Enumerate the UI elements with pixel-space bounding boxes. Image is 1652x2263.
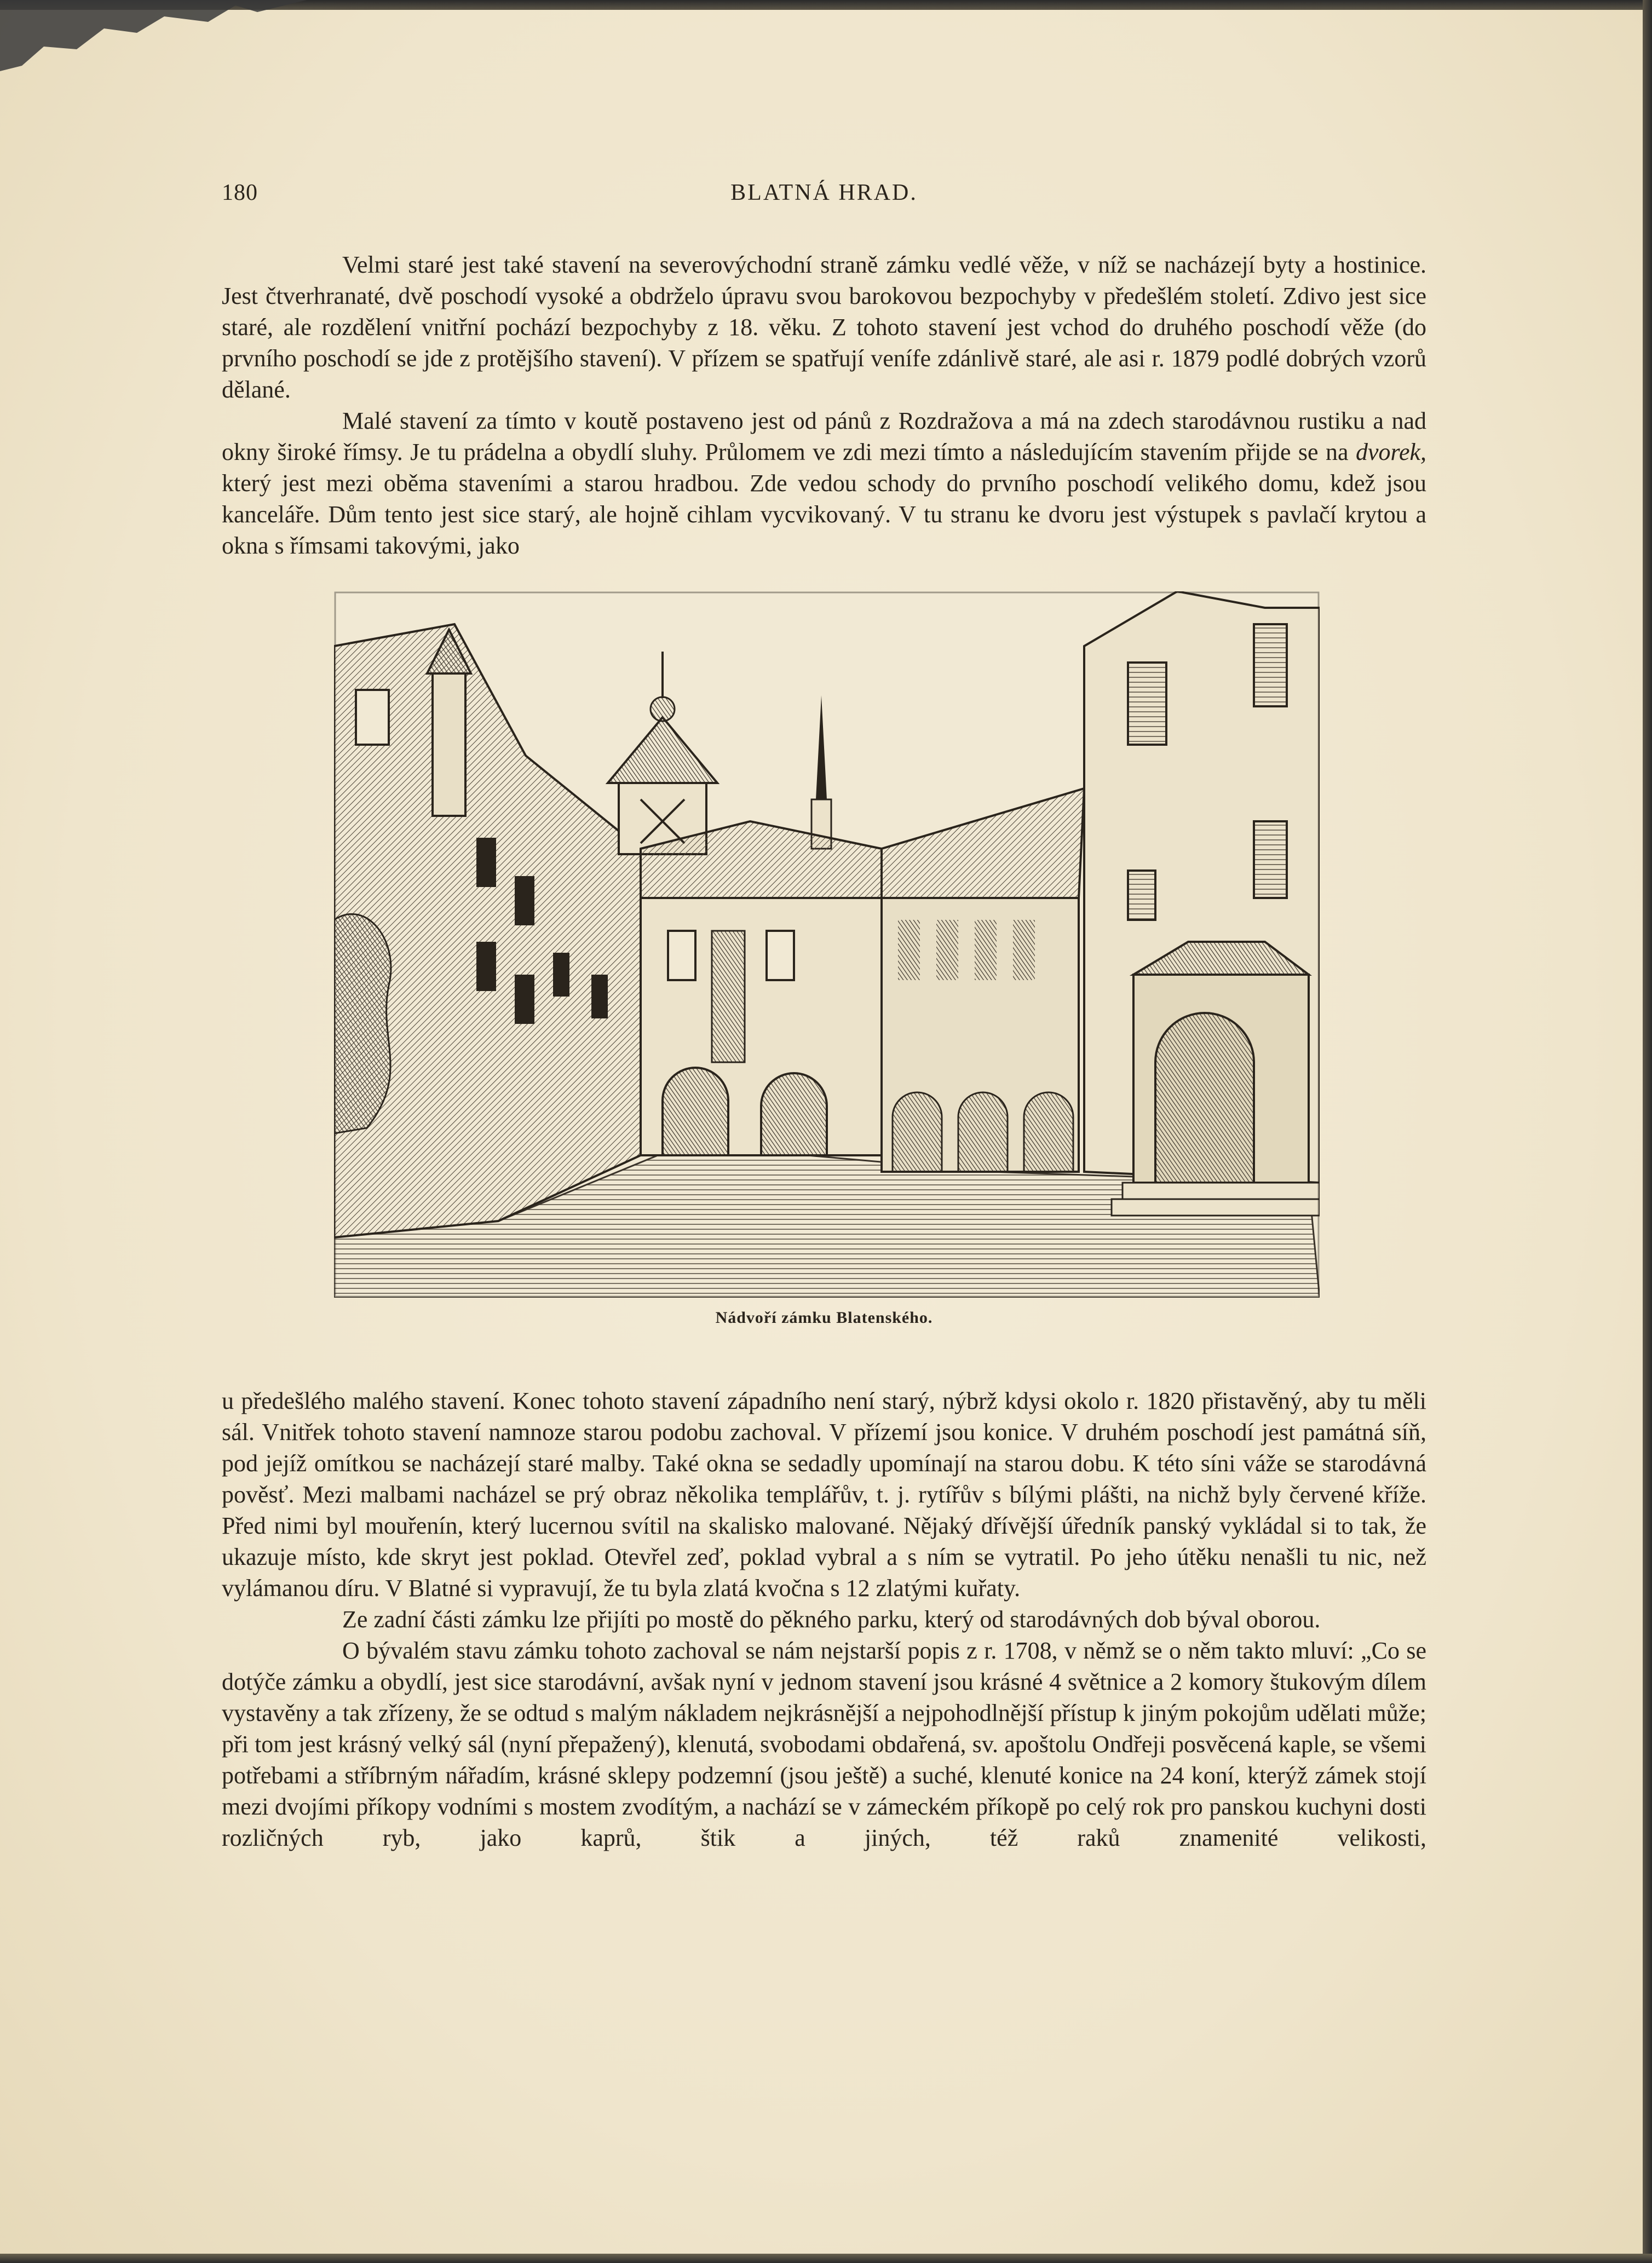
running-title: BLATNÁ HRAD. [730, 180, 918, 205]
page-number: 180 [222, 180, 258, 205]
figure-caption: Nádvoří zámku Blatenského. [715, 1309, 933, 1327]
paragraph: Velmi staré jest také stavení na severovýchodní straně zámku vedlé věže, v níž se nacházejí byty a hostinice. Jest čtverhranaté, dvě poschodí vysoké a obdrželo úpravu svou barokovou bezpochyby v předešlém století. Zdivo jest sice staré, ale rozdělení vnitřní pochází bezpochyby z 18. věku. Z tohoto stavení jest vchod do druhého poschodí věže (do prvního poschodí se jde z protějšího stavení). V přízem se spatřují venífe zdánlivě staré, ale asi r. 1879 podlé dobrých vzorů dělané. [222, 251, 1426, 403]
scan-edge-bottom [0, 2254, 1652, 2263]
paragraph-text: Malé stavení za tímto v koutě postaveno jest od pánů z Rozdražova a má na zdech starodávnou rustiku a nad okny široké římsy. Je tu prádelna a obydlí sluhy. Průlomem ve zdi mezi tímto a následujícím stavením přijde se na [222, 407, 1426, 465]
torn-corner [0, 0, 307, 82]
scan-edge-right [1643, 0, 1652, 2263]
courtyard-engraving [334, 591, 1320, 1298]
text-block-bottom [222, 1385, 1426, 1853]
paragraph: O bývalém stavu zámku tohoto zachoval se nám nejstarší popis z r. 1708, v němž se o něm takto mluví: „Co se dotýče zámku a obydlí, jest sice starodávní, avšak nyní v jednom stavení jsou krásné 4 světnice a 2 komory štukovým dílem vystavěny a tak zřízeny, že se odtud s malým nákladem nejkrásnější a nejpohodlnější přístup k jiným pokojům udělati může; při tom jest krásný velký sál (nyní přepažený), klenutá, svobodami obdařená, sv. apoštolu Ondřeji posvěcená kaple, se všemi potřebami a stříbrným nářadím, krásné sklepy podzemní (jsou ještě) a suché, klenuté konice na 24 koní, kterýž zámek stojí mezi dvojími příkopy vodními s mostem zvodítým, a nachází se v zámeckém příkopě po celý rok pro panskou kuchyni dosti rozličných ryb, jako kaprů, štik a jiných, též raků znamenité velikosti, [222, 1637, 1426, 1851]
text-block-top [222, 249, 1426, 561]
page-header [222, 180, 1426, 218]
paragraph: Ze zadní části zámku lze přijíti po mostě do pěkného parku, který od starodávných dob býval oborou. [342, 1606, 1321, 1633]
paragraph-text: který jest mezi oběma staveními a starou hradbou. Zde vedou schody do prvního poschodí velikého domu, kdež jsou kanceláře. Dům tento jest sice starý, ale hojně cihlam vycvikovaný. V tu stranu ke dvoru jest výstupek s pavlačí krytou a okna s římsami takovými, jako [222, 470, 1426, 559]
paragraph [222, 405, 1426, 561]
emphasis-dvorek: dvorek, [1355, 439, 1427, 465]
paragraph: u předešlého malého stavení. Konec tohoto stavení západního není starý, nýbrž kdysi okolo r. 1820 přistavěný, aby tu měli sál. Vnitřek tohoto stavení namnoze starou podobu zachoval. V přízemí jsou konice. V druhém poschodí jest památná síň, pod jejíž omítkou se nacházejí staré malby. Také okna se sedadly upomínají na starou dobu. K této síni váže se starodávná pověsť. Mezi malbami nacházel se prý obraz několika templářův, t. j. rytířův s bílými plášti, na nichž byly červené kříže. Před nimi byl mouřenín, který lucernou svítil na skalisko malované. Nějaký dřívější úředník panský vykládal si to tak, že ukazuje místo, kde skryt jest poklad. Otevřel zeď, poklad vybral a s ním se vytratil. Po jeho útěku nenašli tu nic, než vylámanou díru. V Blatné si vypravují, že tu byla zlatá kvočna s 12 zlatými kuřaty. [222, 1387, 1426, 1602]
